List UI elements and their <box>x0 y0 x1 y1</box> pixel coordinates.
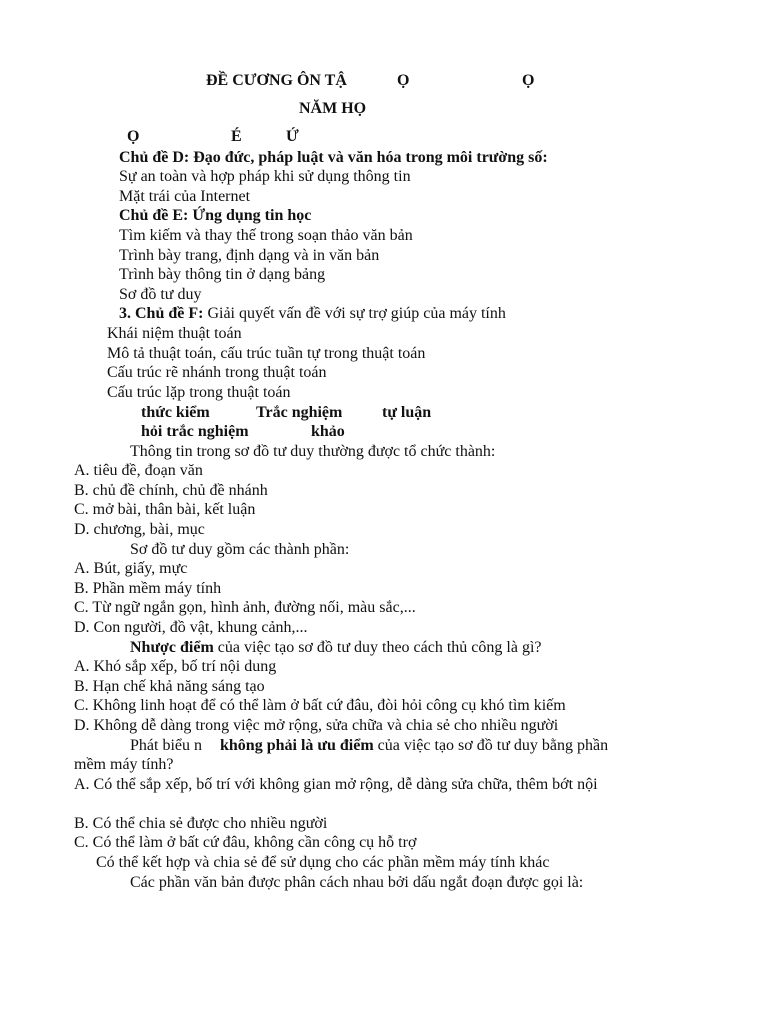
answer-option: Có thể kết hợp và chia sẻ để sử dụng cho các phần mềm máy tính khác <box>96 854 550 871</box>
question-stem-rest: của việc tạo sơ đồ tư duy bằng phần <box>373 737 609 754</box>
answer-option: C. Có thể làm ở bất cứ đâu, không cần công cụ hỗ trợ <box>74 834 417 851</box>
exam-format-cell: tự luận <box>382 404 432 421</box>
question-stem: Sơ đồ tư duy gồm các thành phần: <box>130 541 350 558</box>
topic-d-heading: Chủ đề D: Đạo đức, pháp luật và văn hóa trong môi trường số: <box>119 149 548 166</box>
answer-option: B. Có thể chia sẻ được cho nhiều người <box>74 815 328 832</box>
answer-option: C. mở bài, thân bài, kết luận <box>74 501 256 518</box>
answer-option: A. Bút, giấy, mực <box>74 560 188 577</box>
topic-f-item: Mô tả thuật toán, cấu trúc tuần tự trong thuật toán <box>107 345 426 362</box>
question-stem-start: Phát biểu n <box>130 737 202 754</box>
topic-e-item: Trình bày thông tin ở dạng bảng <box>119 266 326 283</box>
title-line1-a: ĐỀ CƯƠNG ÔN TẬ <box>206 72 347 89</box>
answer-option: C. Không linh hoạt để có thể làm ở bất cứ đâu, đòi hỏi công cụ khó tìm kiếm <box>74 697 566 714</box>
title-line1-c: Ọ <box>522 72 535 89</box>
question-stem-line2: mềm máy tính? <box>74 756 174 773</box>
topic-e-item: Sơ đồ tư duy <box>119 286 202 303</box>
exam-format-cell: khảo <box>311 423 345 440</box>
title-line3-b: É <box>231 128 242 145</box>
exam-format-cell: Trắc nghiệm <box>256 404 343 421</box>
topic-f-heading-bold: 3. Chủ đề F: <box>119 305 204 322</box>
topic-e-item: Trình bày trang, định dạng và in văn bản <box>119 247 380 264</box>
topic-d-item: Sự an toàn và hợp pháp khi sử dụng thông tin <box>119 168 411 185</box>
answer-option: D. Con người, đồ vật, khung cảnh,... <box>74 619 308 636</box>
exam-format-cell: hỏi trắc nghiệm <box>141 423 249 440</box>
exam-format-cell: thức kiểm <box>141 404 210 421</box>
topic-f-item: Khái niệm thuật toán <box>107 325 242 342</box>
answer-option: B. Hạn chế khả năng sáng tạo <box>74 678 265 695</box>
answer-option: A. tiêu đề, đoạn văn <box>74 462 203 479</box>
title-line3-c: Ứ <box>286 128 299 145</box>
question-stem: Các phần văn bản được phân cách nhau bởi dấu ngắt đoạn được gọi là: <box>130 874 584 891</box>
topic-e-item: Tìm kiếm và thay thế trong soạn thảo văn bản <box>119 227 413 244</box>
question-stem-rest: của việc tạo sơ đồ tư duy theo cách thủ công là gì? <box>213 639 542 656</box>
answer-option: A. Có thể sắp xếp, bố trí với không gian mở rộng, dễ dàng sửa chữa, thêm bớt nội <box>74 776 598 793</box>
title-line3-a: Ọ <box>127 128 140 145</box>
topic-e-heading: Chủ đề E: Ứng dụng tin học <box>119 207 312 224</box>
question-stem-bold: không phải là ưu điểm <box>220 737 374 754</box>
answer-option: B. Phần mềm máy tính <box>74 580 222 597</box>
question-stem: Thông tin trong sơ đồ tư duy thường được tổ chức thành: <box>130 443 496 460</box>
question-stem-bold: Nhược điểm <box>130 639 214 656</box>
topic-f-heading-rest: Giải quyết vấn đề với sự trợ giúp của máy tính <box>203 305 506 322</box>
answer-option: D. Không dễ dàng trong việc mở rộng, sửa chữa và chia sẻ cho nhiều người <box>74 717 559 734</box>
title-line1-b: Ọ <box>397 72 410 89</box>
answer-option: A. Khó sắp xếp, bố trí nội dung <box>74 658 277 675</box>
topic-d-item: Mặt trái của Internet <box>119 188 251 205</box>
question-stem <box>130 736 608 755</box>
question-stem <box>130 638 542 657</box>
topic-f-heading <box>119 304 506 323</box>
title-line2: NĂM HỌ <box>299 100 367 117</box>
topic-f-item: Cấu trúc rẽ nhánh trong thuật toán <box>107 364 327 381</box>
topic-f-item: Cấu trúc lặp trong thuật toán <box>107 384 291 401</box>
answer-option: B. chủ đề chính, chủ đề nhánh <box>74 482 268 499</box>
answer-option: C. Từ ngữ ngắn gọn, hình ảnh, đường nối, màu sắc,... <box>74 599 416 616</box>
answer-option: D. chương, bài, mục <box>74 521 205 538</box>
